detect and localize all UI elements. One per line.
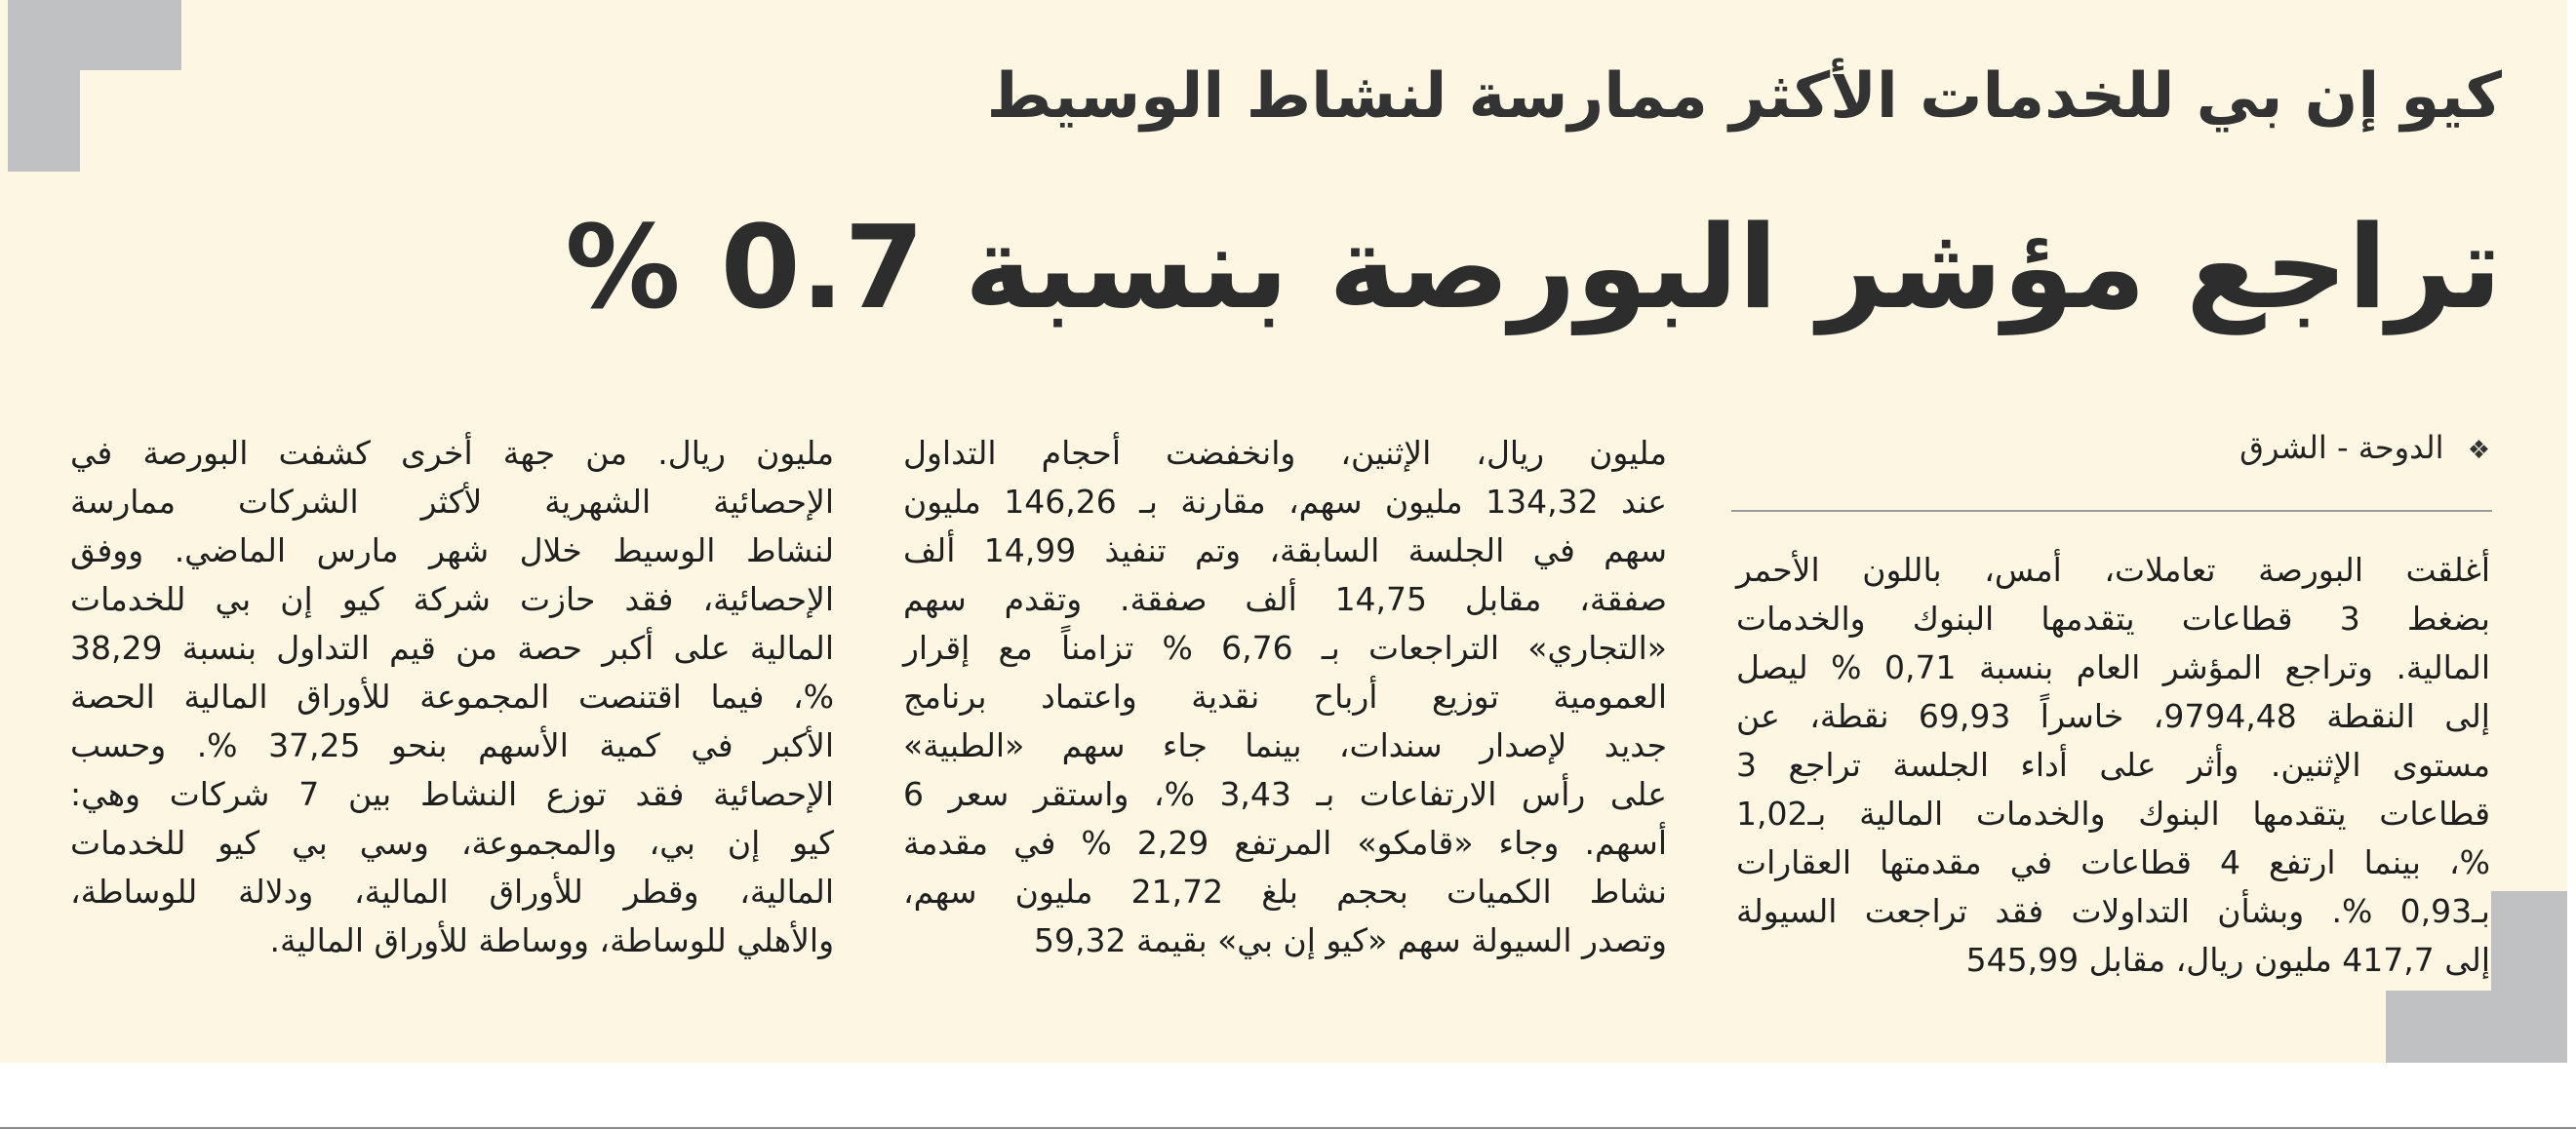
article-text-line: %، بينما ارتفع 4 قطاعات في مقدمتها العقارات (1736, 843, 2490, 881)
article-text-line: صفقة، مقابل 14,75 ألف صفقة. وتقدم سهم (903, 580, 1667, 618)
article-text-line: إلى النقطة 9794,48، خاسراً 69,93 نقطة، عن (1736, 697, 2490, 735)
article-text-line: مليون ريال، الإثنين، وانخفضت أحجام التداول (903, 434, 1667, 472)
article-column-1 (1736, 546, 2490, 985)
diamond-bullet-icon: ❖ (2467, 436, 2490, 465)
article-text-line: الأكبر في كمية الأسهم بنحو 37,25 %. وحسب (70, 726, 834, 764)
article-text-line: قطاعات يتقدمها البنوك والخدمات المالية بـ1,02 (1736, 795, 2490, 833)
article-text-line: بضغط 3 قطاعات يتقدمها البنوك والخدمات (1736, 600, 2490, 638)
article-text-line: كيو إن بي، والمجموعة، وسي بي كيو للخدمات (70, 824, 834, 862)
article-text-line: إلى 417,7 مليون ريال، مقابل 545,99 (1965, 941, 2490, 979)
article-text-line: أغلقت البورصة تعاملات، أمس، باللون الأحمر (1736, 551, 2490, 589)
article-text-line: %، فيما اقتنصت المجموعة للأوراق المالية الحصة (70, 678, 834, 716)
article-text-line: الإحصائية فقد توزع النشاط بين 7 شركات وهي: (70, 775, 834, 813)
article-text-line: لنشاط الوسيط خلال شهر مارس الماضي. ووفق (70, 531, 834, 569)
article-kicker: كيو إن بي للخدمات الأكثر ممارسة لنشاط الوسيط (986, 60, 2502, 133)
article-title: تراجع مؤشر البورصة بنسبة 0.7 % (565, 200, 2502, 334)
article-text-line: «التجاري» التراجعات بـ 6,76 % تزامناً مع إقرار (903, 629, 1667, 667)
article-text-line: الإحصائية، فقد حازت شركة كيو إن بي للخدمات (70, 580, 834, 618)
article-text-line: المالية على أكبر حصة من قيم التداول بنسبة 38,29 (70, 629, 834, 667)
article-byline (2239, 429, 2490, 466)
article-text-line: سهم في الجلسة السابقة، وتم تنفيذ 14,99 ألف (903, 531, 1667, 569)
corner-block-top-left-vertical (8, 0, 80, 172)
article-text-line: مستوى الإثنين. وأثر على أداء الجلسة تراجع 3 (1736, 746, 2490, 784)
article-column-2 (903, 429, 1667, 965)
article-text-line: نشاط الكميات بحجم بلغ 21,72 مليون سهم، (903, 873, 1667, 911)
article-column-3 (70, 429, 834, 965)
article-text-line: جديد لإصدار سندات، بينما جاء سهم «الطبية» (903, 726, 1667, 764)
article-text-line: أسهم. وجاء «قامكو» المرتفع 2,29 % في مقدمة (903, 824, 1667, 862)
article-text-line: وتصدر السيولة سهم «كيو إن بي» بقيمة 59,32 (1034, 921, 1667, 959)
article-text-line: على رأس الارتفاعات بـ 3,43 %، واستقر سعر 6 (903, 775, 1667, 813)
article-text-line: بـ0,93 %. وبشأن التداولات فقد تراجعت السيولة (1736, 892, 2490, 930)
article-text-line: عند 134,32 مليون سهم، مقارنة بـ 146,26 مليون (903, 483, 1667, 521)
byline-divider (1731, 510, 2492, 512)
article-text-line: المالية، وقطر للأوراق المالية، ودلالة للوساطة، (70, 873, 834, 911)
article-text-line: الإحصائية الشهرية لأكثر الشركات ممارسة (70, 483, 834, 521)
article-text-line: مليون ريال. من جهة أخرى كشفت البورصة في (70, 434, 834, 472)
corner-block-bottom-right-horizontal (2386, 991, 2567, 1063)
article-text-line: العمومية توزيع أرباح نقدية واعتماد برنامج (903, 678, 1667, 716)
article-text-line: المالية. وتراجع المؤشر العام بنسبة 0,71 % ليصل (1736, 648, 2490, 686)
article-text-line: والأهلي للوساطة، ووساطة للأوراق المالية. (269, 921, 834, 959)
byline-text: الدوحة - الشرق (2239, 429, 2444, 466)
